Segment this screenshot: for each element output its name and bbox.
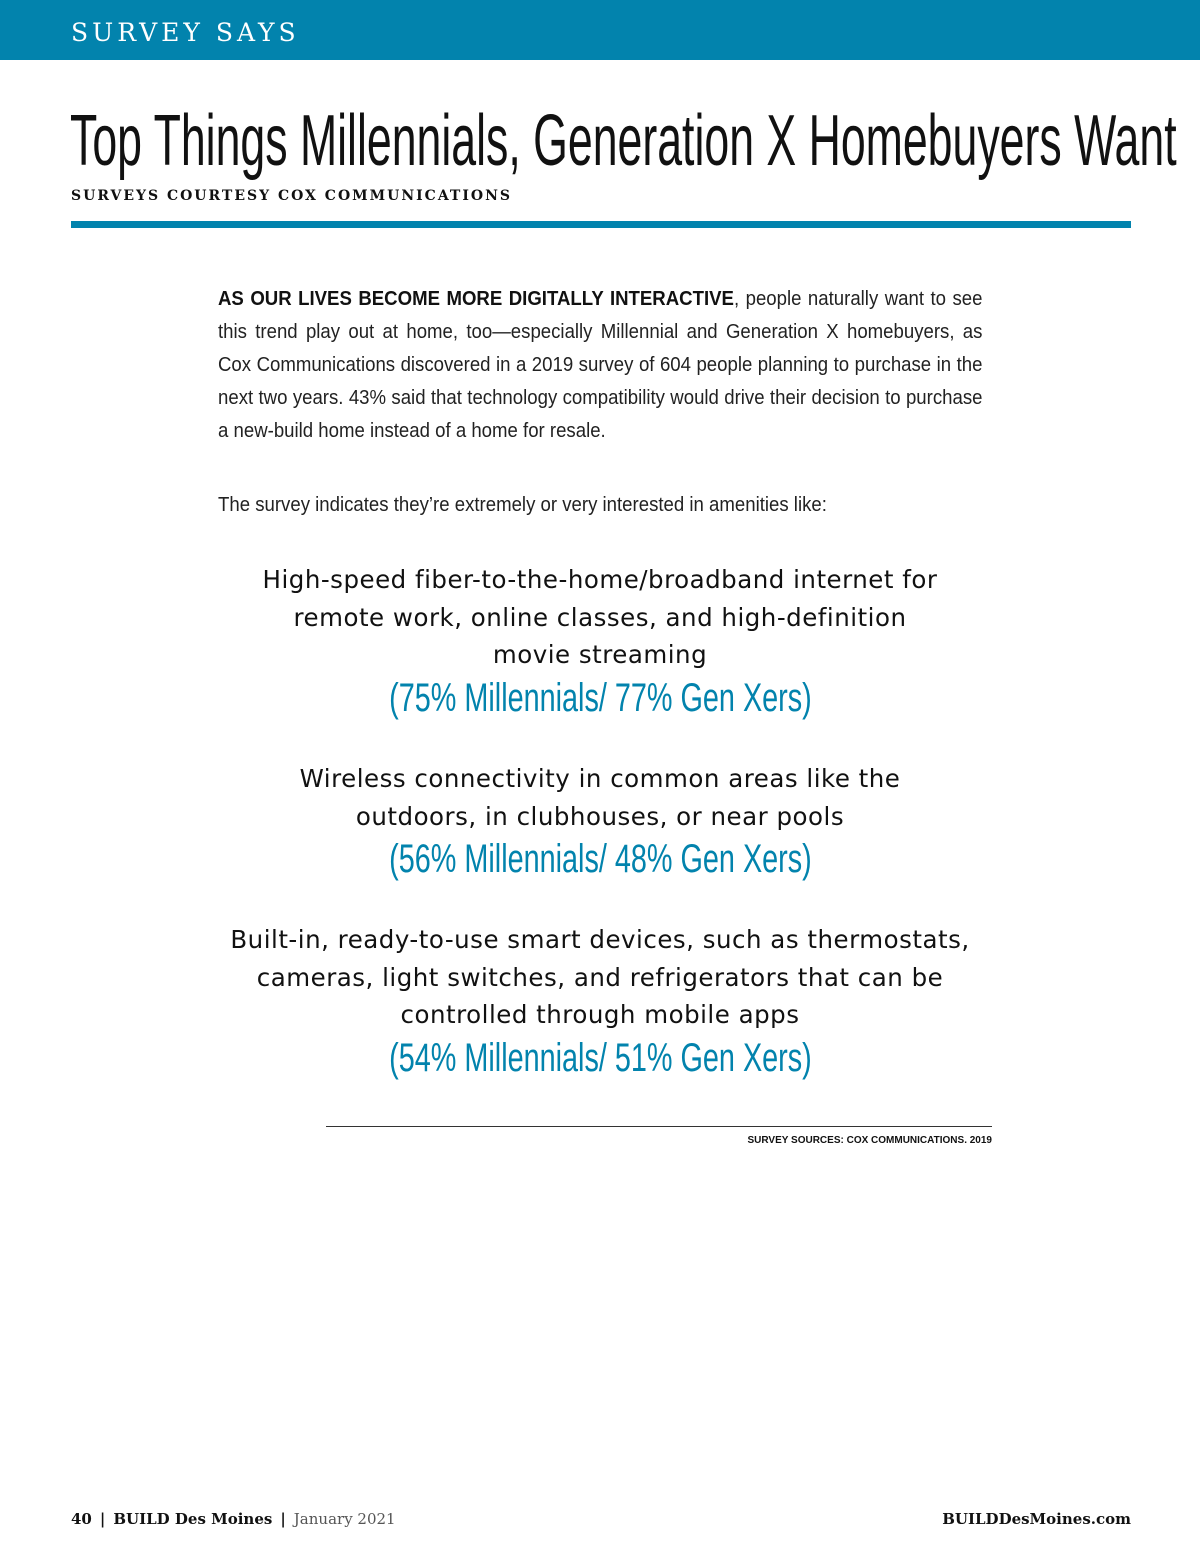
- survey-item: [200, 561, 1000, 722]
- intro-body: , people naturally want to see this trend play out at home, too—especially Millennial and Generation X homebuyers, as Cox Communications discovered in a 2019 survey of 604 people planning to purchase in the next two years. 43% said that technology compatibility would drive their decision to purchase a new-build home instead of a home for resale.: [218, 288, 983, 442]
- section-banner: [0, 0, 1200, 60]
- survey-item-stat: (75% Millennials/ 77% Gen Xers): [388, 675, 812, 720]
- intro-paragraph: [218, 283, 982, 448]
- page-footer-left: [71, 1510, 396, 1528]
- footer-separator: |: [99, 1510, 106, 1528]
- article-headline: Top Things Millennials, Generation X Homebuyers Want: [70, 101, 1177, 181]
- intro-followup: The survey indicates they’re extremely or very interested in amenities like:: [218, 494, 827, 516]
- sources-divider: [326, 1126, 992, 1127]
- survey-item-stat: (54% Millennials/ 51% Gen Xers): [388, 1035, 812, 1080]
- survey-item-description: Built-in, ready-to-use smart devices, such as thermostats, cameras, light switches, and refrigerators that can be controlled through mobile apps: [230, 925, 970, 1029]
- issue-date: January 2021: [293, 1510, 396, 1528]
- article-credit: SURVEYS COURTESY COX COMMUNICATIONS: [71, 188, 512, 204]
- intro-lead: AS OUR LIVES BECOME MORE DIGITALLY INTERACTIVE: [218, 288, 734, 310]
- survey-item-description: High-speed fiber-to-the-home/broadband internet for remote work, online classes, and high-definition movie streaming: [262, 565, 938, 669]
- survey-item: [200, 921, 1000, 1082]
- page-number: 40: [71, 1510, 92, 1528]
- survey-item-stat: (56% Millennials/ 48% Gen Xers): [388, 837, 812, 881]
- headline-divider: [71, 221, 1131, 228]
- website-url: BUILDDesMoines.com: [942, 1510, 1131, 1528]
- survey-item-description: Wireless connectivity in common areas like the outdoors, in clubhouses, or near pools: [299, 764, 901, 831]
- survey-sources: SURVEY SOURCES: COX COMMUNICATIONS. 2019: [747, 1135, 992, 1146]
- section-label: SURVEY SAYS: [71, 18, 300, 47]
- survey-item: [200, 760, 1000, 883]
- footer-separator: |: [280, 1510, 286, 1528]
- publication-name: BUILD Des Moines: [113, 1510, 273, 1528]
